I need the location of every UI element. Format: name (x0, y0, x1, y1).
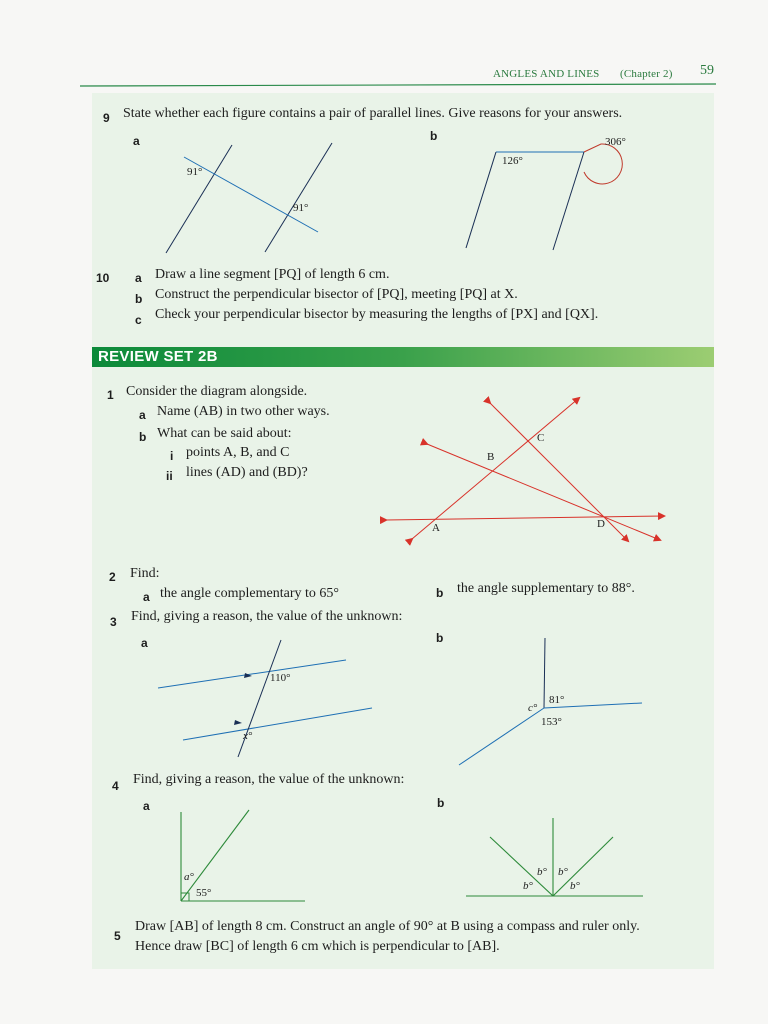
sublabel-b: b (437, 796, 445, 810)
unknown-label: b° (570, 880, 580, 892)
sublabel-ii: ii (166, 469, 173, 483)
question-text: Check your perpendicular bisector by measuring the lengths of [PX] and [QX]. (155, 307, 599, 322)
question-text: points A, B, and C (186, 445, 290, 460)
question-text: Draw [AB] of length 8 cm. Construct an angle of 90° at B using a compass and ruler only. (135, 919, 640, 934)
point-label: C (537, 432, 545, 444)
point-label: B (487, 451, 495, 463)
angle-label: 306° (605, 136, 626, 148)
sublabel-i: i (170, 449, 174, 463)
unknown-label: c° (528, 702, 538, 714)
unknown-label: b° (558, 866, 568, 878)
header-chapter: (Chapter 2) (620, 68, 673, 80)
question-text: Find, giving a reason, the value of the unknown: (133, 772, 405, 787)
question-text: lines (AD) and (BD)? (186, 465, 308, 480)
unknown-label: b° (523, 880, 533, 892)
question-text: Draw a line segment [PQ] of length 6 cm. (155, 267, 390, 282)
question-text: the angle supplementary to 88°. (457, 581, 635, 596)
question-number: 2 (109, 570, 116, 584)
sublabel-a: a (133, 134, 140, 148)
question-number: 5 (114, 929, 121, 943)
point-label: A (432, 522, 440, 534)
question-text: Name (AB) in two other ways. (157, 404, 330, 419)
question-number: 9 (103, 111, 110, 125)
header-title: ANGLES AND LINES (493, 68, 600, 80)
question-text: State whether each figure contains a pair of parallel lines. Give reasons for your answers. (123, 106, 623, 121)
question-number: 4 (112, 779, 119, 793)
question-text: What can be said about: (157, 426, 292, 441)
angle-label: 91° (293, 202, 309, 214)
unknown-label: a° (184, 871, 194, 883)
unknown-label: x° (243, 730, 253, 742)
angle-label: 110° (270, 672, 291, 684)
angle-label: 81° (549, 694, 565, 706)
question-number: 10 (96, 271, 110, 285)
sublabel-a: a (139, 408, 146, 422)
angle-label: 126° (502, 155, 523, 167)
sublabel-c: c (135, 313, 142, 327)
question-text: Find: (130, 566, 160, 581)
question-text: Construct the perpendicular bisector of [PQ], meeting [PQ] at X. (155, 287, 518, 302)
question-text: Find, giving a reason, the value of the unknown: (131, 609, 403, 624)
unknown-label: b° (537, 866, 547, 878)
review-set-title: REVIEW SET 2B (98, 348, 218, 365)
sublabel-b: b (139, 430, 147, 444)
question-text: Consider the diagram alongside. (126, 384, 308, 399)
sublabel-b: b (430, 129, 438, 143)
angle-label: 153° (541, 716, 562, 728)
sublabel-a: a (143, 799, 150, 813)
sublabel-b: b (135, 292, 143, 306)
sublabel-b: b (436, 631, 444, 645)
question-text: the angle complementary to 65° (160, 586, 339, 601)
point-label: D (597, 518, 605, 530)
sublabel-a: a (143, 590, 150, 604)
angle-label: 91° (187, 166, 203, 178)
angle-label: 55° (196, 887, 212, 899)
sublabel-a: a (141, 636, 148, 650)
page-number: 59 (700, 63, 714, 78)
sublabel-b: b (436, 586, 444, 600)
sublabel-a: a (135, 271, 142, 285)
question-number: 3 (110, 615, 117, 629)
question-text: Hence draw [BC] of length 6 cm which is perpendicular to [AB]. (135, 939, 500, 954)
question-number: 1 (107, 388, 114, 402)
